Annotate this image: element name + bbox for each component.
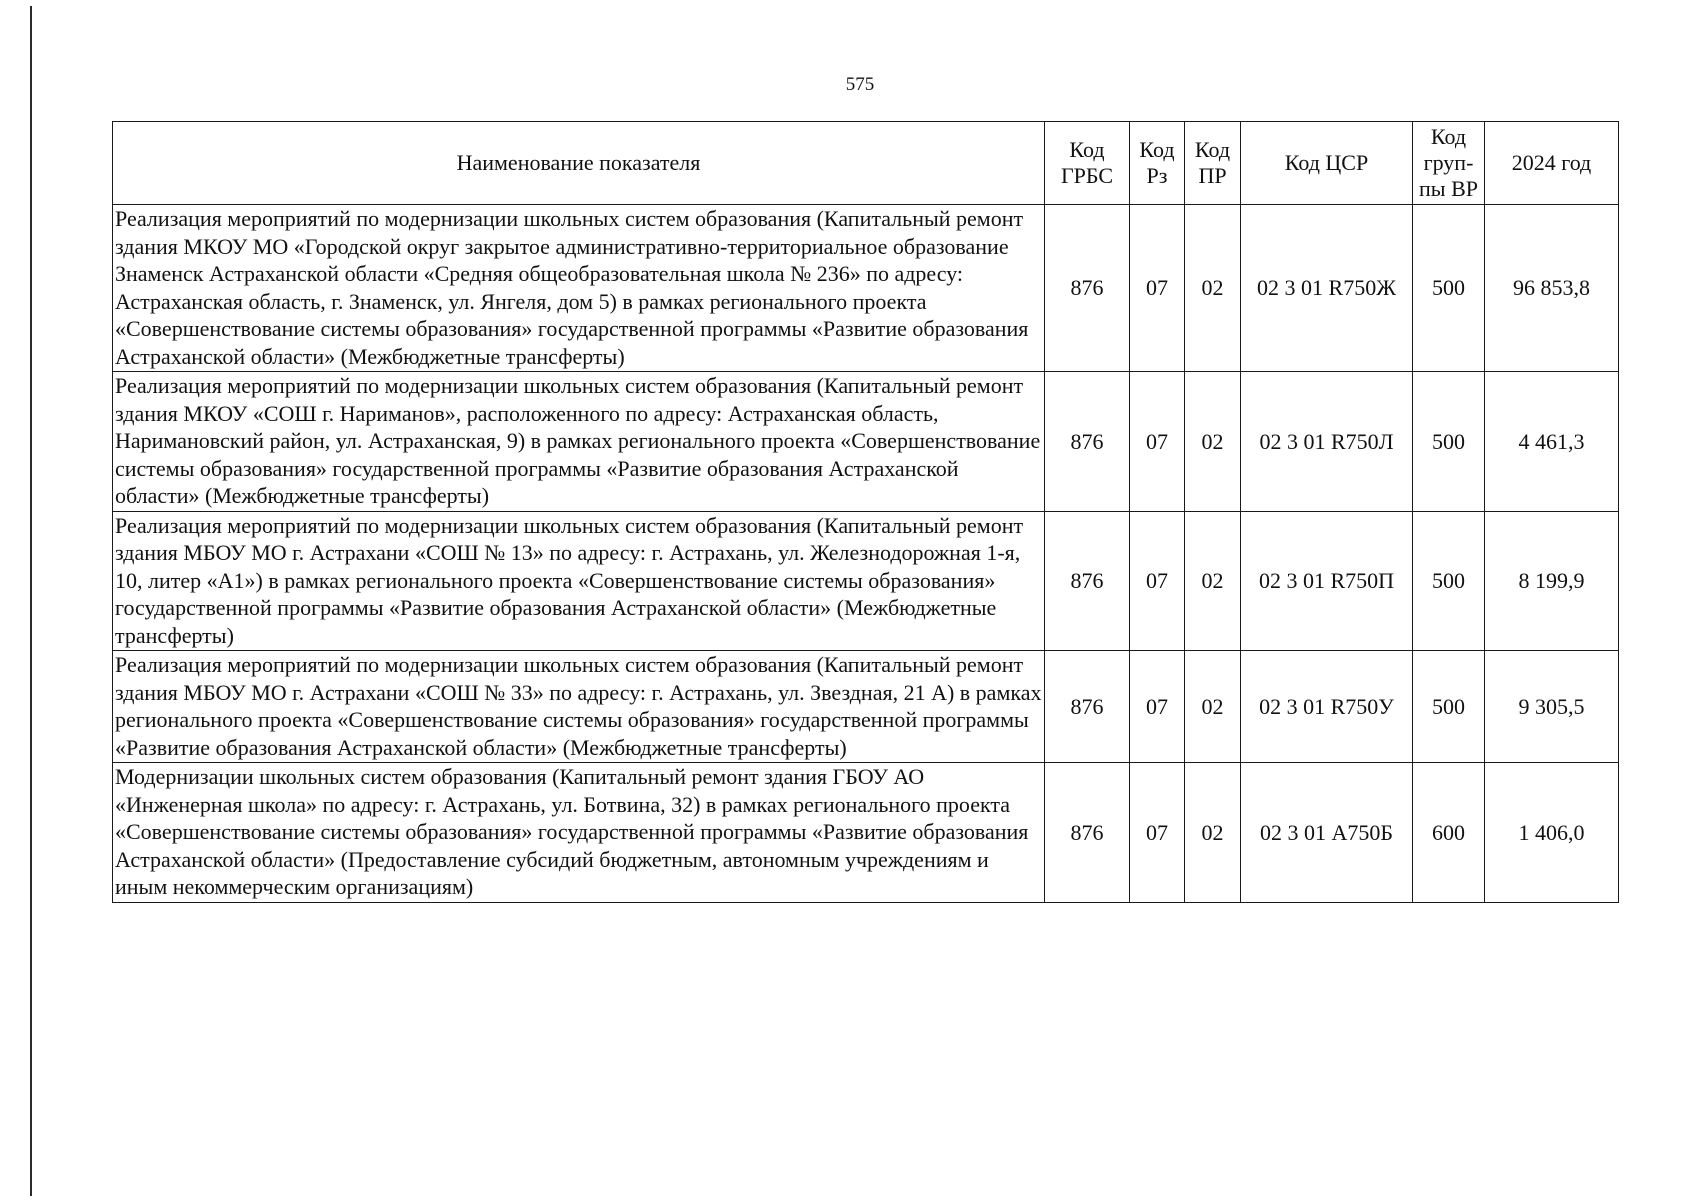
row-amount: 9 305,5 [1485, 651, 1619, 763]
row-grbs: 876 [1045, 205, 1130, 372]
row-rz: 07 [1130, 763, 1185, 903]
row-vr: 600 [1413, 763, 1485, 903]
page-number: 575 [845, 74, 875, 95]
row-pr: 02 [1185, 205, 1241, 372]
row-pr: 02 [1185, 372, 1241, 512]
row-rz: 07 [1130, 651, 1185, 763]
row-csr: 02 3 01 А750Б [1241, 763, 1413, 903]
row-pr: 02 [1185, 511, 1241, 651]
row-name: Реализация мероприятий по модернизации школьных систем образования (Капитальный ремонт здания МБОУ МО г. Астрахани «СОШ № 33» по адресу: г. Астрахань, ул. Звездная, 21 А) в рамках регионального проекта «Совершенствование системы образования» государственной программы «Развитие образования Астраханской области» (Межбюджетные трансферты) [113, 651, 1045, 763]
row-grbs: 876 [1045, 372, 1130, 512]
row-csr: 02 3 01 R750Л [1241, 372, 1413, 512]
row-grbs: 876 [1045, 511, 1130, 651]
header-rz: Код Рз [1130, 122, 1185, 205]
row-vr: 500 [1413, 651, 1485, 763]
table-row [113, 205, 1619, 372]
scan-edge-line [30, 6, 32, 1196]
budget-table [112, 121, 1619, 903]
header-grbs: Код ГРБС [1045, 122, 1130, 205]
header-pr: Код ПР [1185, 122, 1241, 205]
row-csr: 02 3 01 R750П [1241, 511, 1413, 651]
row-csr: 02 3 01 R750У [1241, 651, 1413, 763]
row-amount: 1 406,0 [1485, 763, 1619, 903]
row-pr: 02 [1185, 763, 1241, 903]
row-grbs: 876 [1045, 651, 1130, 763]
row-name: Реализация мероприятий по модернизации школьных систем образования (Капитальный ремонт здания МБОУ МО г. Астрахани «СОШ № 13» по адресу: г. Астрахань, ул. Железнодорожная 1-я, 10, литер «А1») в рамках регионального проекта «Совершенствование системы образования» государственной программы «Развитие образования Астраханской области» (Межбюджетные трансферты) [113, 511, 1045, 651]
table-row [113, 763, 1619, 903]
row-rz: 07 [1130, 205, 1185, 372]
row-vr: 500 [1413, 205, 1485, 372]
row-amount: 96 853,8 [1485, 205, 1619, 372]
row-vr: 500 [1413, 511, 1485, 651]
table-row [113, 511, 1619, 651]
row-rz: 07 [1130, 511, 1185, 651]
table-header-row [113, 122, 1619, 205]
row-name: Реализация мероприятий по модернизации школьных систем образования (Капитальный ремонт здания МКОУ МО «Городской округ закрытое административно-территориальное образование Знаменск Астраханской области «Средняя общеобразовательная школа № 236» по адресу: Астраханская область, г. Знаменск, ул. Янгеля, дом 5) в рамках регионального проекта «Совершенствование системы образования» государственной программы «Развитие образования Астраханской области» (Межбюджетные трансферты) [113, 205, 1045, 372]
row-amount: 8 199,9 [1485, 511, 1619, 651]
row-pr: 02 [1185, 651, 1241, 763]
row-name: Реализация мероприятий по модернизации школьных систем образования (Капитальный ремонт здания МКОУ «СОШ г. Нариманов», расположенного по адресу: Астраханская область, Наримановский район, ул. Астраханская, 9) в рамках регионального проекта «Совершенствование системы образования» государственной программы «Развитие образования Астраханской области» (Межбюджетные трансферты) [113, 372, 1045, 512]
header-year: 2024 год [1485, 122, 1619, 205]
row-csr: 02 3 01 R750Ж [1241, 205, 1413, 372]
row-name: Модернизации школьных систем образования (Капитальный ремонт здания ГБОУ АО «Инженерная школа» по адресу: г. Астрахань, ул. Ботвина, 32) в рамках регионального проекта «Совершенствование системы образования» государственной программы «Развитие образования Астраханской области» (Предоставление субсидий бюджетным, автономным учреждениям и иным некоммерческим организациям) [113, 763, 1045, 903]
row-grbs: 876 [1045, 763, 1130, 903]
row-amount: 4 461,3 [1485, 372, 1619, 512]
row-vr: 500 [1413, 372, 1485, 512]
header-vr: Код груп-пы ВР [1413, 122, 1485, 205]
row-rz: 07 [1130, 372, 1185, 512]
table-row [113, 372, 1619, 512]
header-csr: Код ЦСР [1241, 122, 1413, 205]
table-row [113, 651, 1619, 763]
header-name: Наименование показателя [113, 122, 1045, 205]
